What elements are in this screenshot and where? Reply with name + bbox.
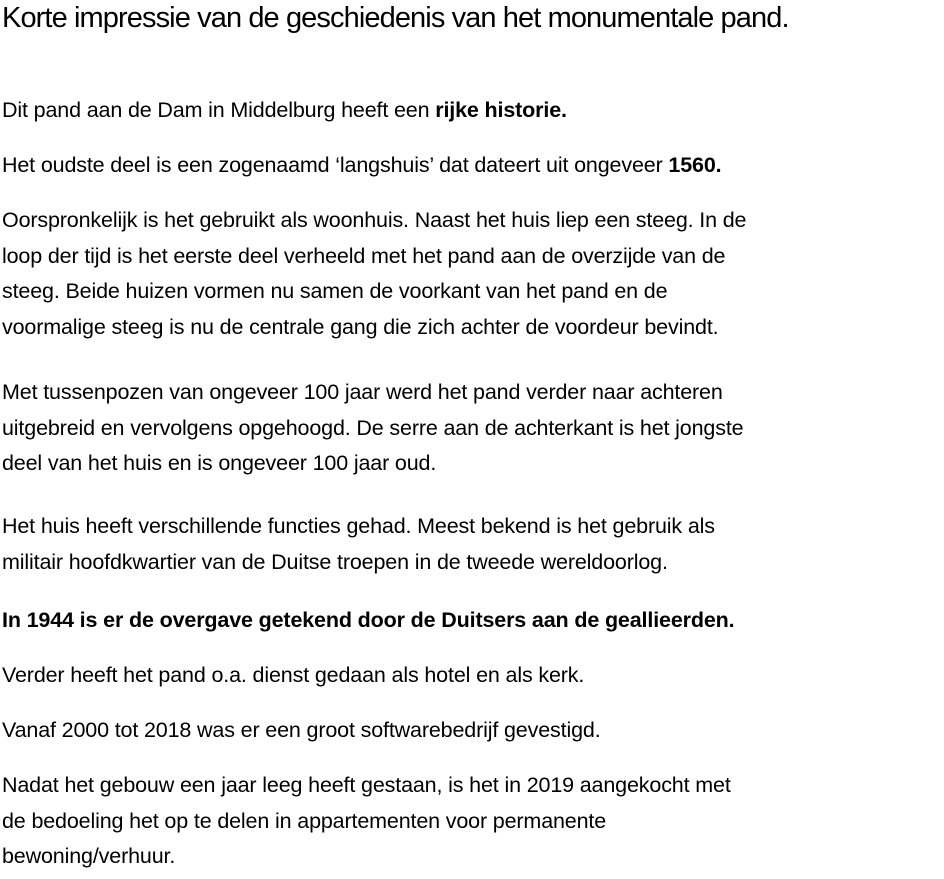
paragraph-software-company: Vanaf 2000 tot 2018 was er een groot softwarebedrijf gevestigd.: [2, 718, 601, 742]
bold-sentence: In 1944 is er de overgave getekend door de Duitsers aan de geallieerden.: [2, 608, 735, 632]
paragraph-line: uitgebreid en vervolgens opgehoogd. De serre aan de achterkant is het jongste: [2, 415, 744, 440]
paragraph-original-use: [2, 203, 940, 345]
paragraph-line: Met tussenpozen van ongeveer 100 jaar werd het pand verder naar achteren: [2, 380, 723, 404]
bold-phrase: rijke historie.: [435, 98, 567, 122]
paragraph-line: loop der tijd is het eerste deel verheeld met het pand aan de overzijde van de: [2, 243, 726, 268]
paragraph-surrender-1944: [2, 603, 940, 639]
paragraph-hotel-church: Verder heeft het pand o.a. dienst gedaan als hotel en als kerk.: [2, 663, 585, 687]
paragraph-functions: [2, 509, 940, 580]
paragraph-extensions: [2, 375, 940, 482]
paragraph-line: Nadat het gebouw een jaar leeg heeft gestaan, is het in 2019 aangekocht met: [2, 773, 731, 797]
paragraph-line: bewoning/verhuur.: [2, 844, 176, 868]
paragraph-line: deel van het huis en is ongeveer 100 jaar oud.: [2, 451, 437, 475]
paragraph-text: Dit pand aan de Dam in Middelburg heeft een: [2, 98, 436, 122]
bold-year: 1560.: [668, 153, 722, 177]
paragraph-line: voormalige steeg is nu de centrale gang die zich achter de voordeur bevindt.: [2, 314, 719, 339]
document-title: Korte impressie van de geschiedenis van het monumentale pand.: [2, 2, 789, 34]
paragraph-oldest-part: [2, 148, 940, 184]
paragraph-rich-history: [2, 93, 940, 129]
paragraph-line: militair hoofdkwartier van de Duitse troepen in de tweede wereldoorlog.: [2, 549, 668, 574]
paragraph-purchase-2019: [2, 768, 940, 875]
paragraph-line: Oorspronkelijk is het gebruikt als woonhuis. Naast het huis liep een steeg. In de: [2, 208, 747, 232]
paragraph-line: Het huis heeft verschillende functies gehad. Meest bekend is het gebruik als: [2, 514, 715, 538]
paragraph-text: Het oudste deel is een zogenaamd ‘langshuis’ dat dateert uit ongeveer: [2, 153, 669, 177]
paragraph-line: de bedoeling het op te delen in appartementen voor permanente: [2, 808, 607, 833]
paragraph-line: steeg. Beide huizen vormen nu samen de voorkant van het pand en de: [2, 279, 668, 303]
